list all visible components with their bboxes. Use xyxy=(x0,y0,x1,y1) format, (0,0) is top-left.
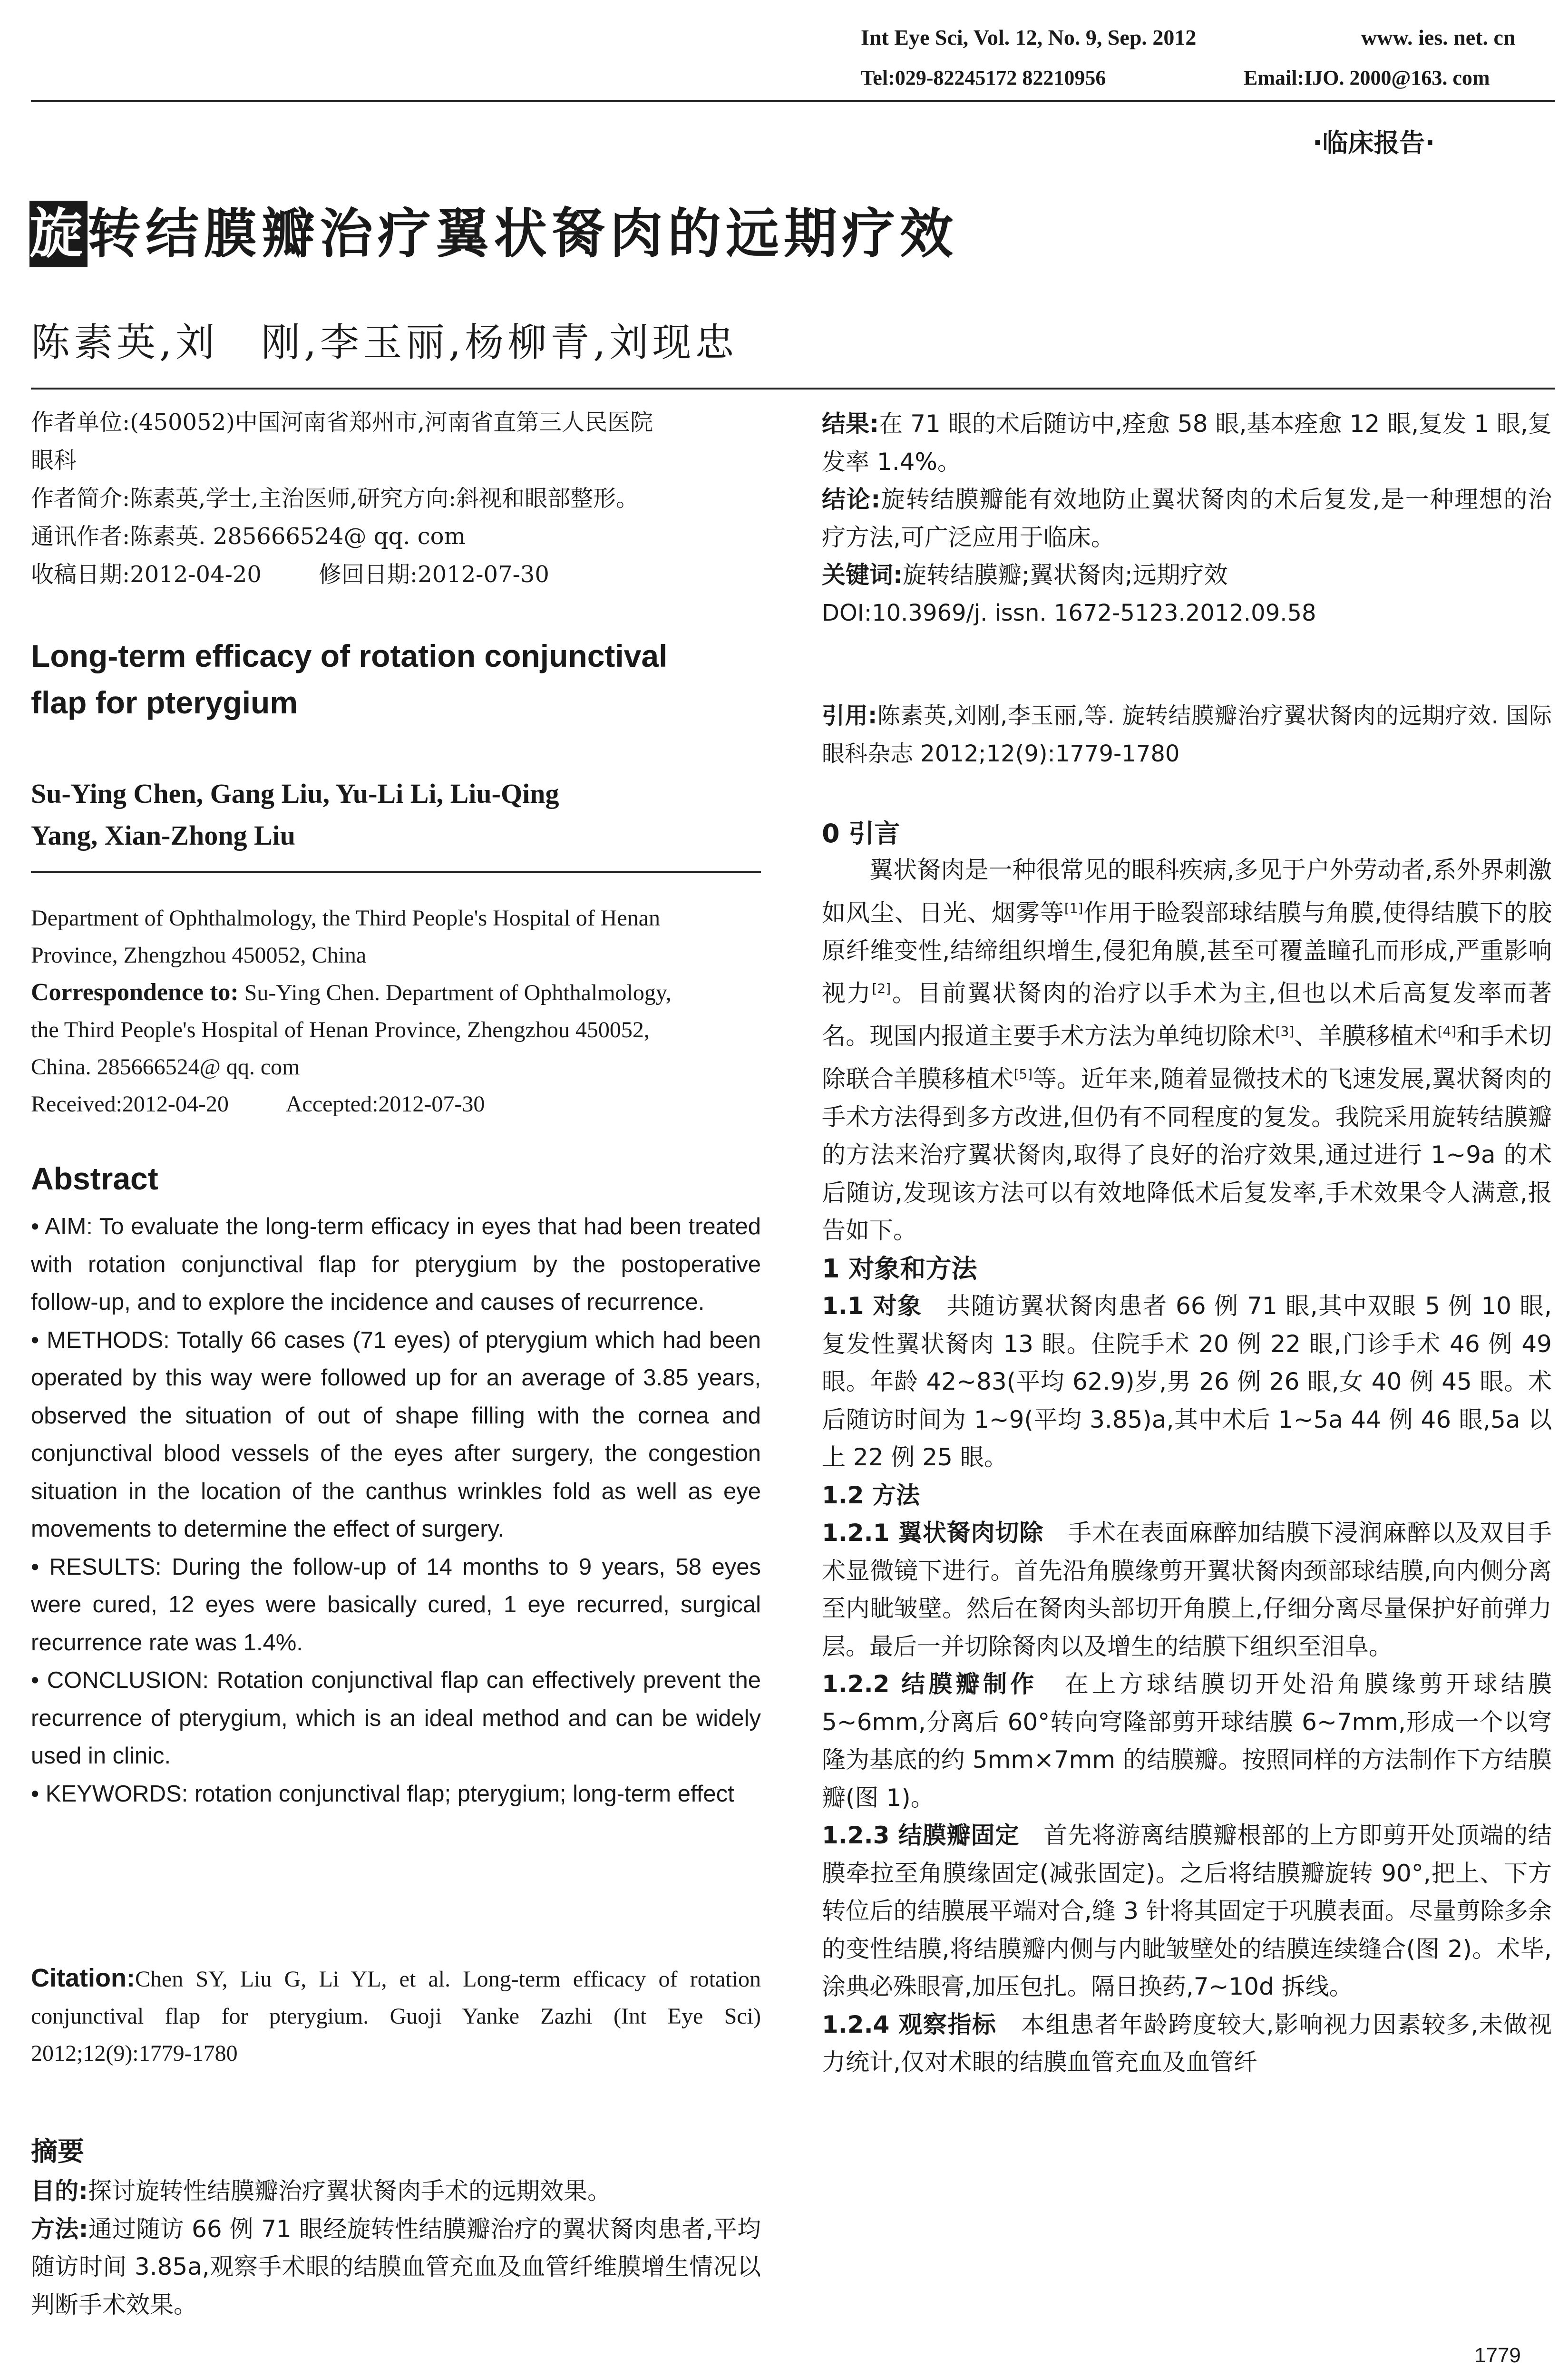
introduction xyxy=(822,851,1552,2082)
english-authors-line2: Yang, Xian-Zhong Liu xyxy=(31,820,296,851)
journal-info: Int Eye Sci, Vol. 12, No. 9, Sep. 2012 xyxy=(861,25,1197,49)
citation-label: Citation: xyxy=(31,1964,135,1992)
mudi-label: 目的: xyxy=(31,2177,88,2205)
abstract-heading: Abstract xyxy=(31,1161,158,1196)
english-title-line1: Long-term efficacy of rotation conjunctival xyxy=(31,638,668,673)
jieguo-text: 在 71 眼的术后随访中,痊愈 58 眼,基本痊愈 12 眼,复发 1 眼,复发率 1.4%。 xyxy=(822,410,1552,476)
revised-date: 修回日期:2012-07-30 xyxy=(318,561,549,588)
mudi-text: 探讨旋转性结膜瓣治疗翼状胬肉手术的远期效果。 xyxy=(88,2177,611,2205)
department-line1: Department of Ophthalmology, the Third People's Hospital of Henan xyxy=(31,906,661,931)
correspondence-text: Su-Ying Chen. Department of Ophthalmology, xyxy=(238,980,672,1005)
zhaiyao-body xyxy=(31,2172,761,2324)
title-rest: 转结膜瓣治疗翼状胬肉的远期疗效 xyxy=(88,203,958,265)
abstract-aim: • AIM: To evaluate the long-term efficacy in eyes that had been treated with rotation conjunctival flap for pterygium by the postoperative follow-up, and to explore the incidence and causes of recurrence. xyxy=(31,1214,761,1315)
s121-text: 手术在表面麻醉加结膜下浸润麻醉以及双目手术显微镜下进行。首先沿角膜缘剪开翼状胬肉颈部球结膜,向内侧分离至内眦皱壁。然后在胬肉头部切开角膜上,仔细分离尽量保护好前弹力层。最后一并切除胬肉以及增生的结膜下组织至泪阜。 xyxy=(822,1519,1552,1660)
received-en: Received:2012-04-20 xyxy=(31,1091,229,1117)
right-abstract-cn xyxy=(822,405,1552,632)
s11-label: 1.1 对象 xyxy=(822,1292,922,1320)
title-first-char: 旋 xyxy=(29,201,88,267)
s123-label: 1.2.3 结膜瓣固定 xyxy=(822,1822,1020,1850)
ref-5: [5] xyxy=(1013,1066,1033,1082)
section-1-heading: 1 对象和方法 xyxy=(822,1253,977,1284)
jieguo-label: 结果: xyxy=(822,410,879,438)
title-rule xyxy=(31,388,1555,390)
english-authors-line1: Su-Ying Chen, Gang Liu, Yu-Li Li, Liu-Qing xyxy=(31,778,559,809)
yinyong-label: 引用: xyxy=(822,702,877,729)
section-1-2-4 xyxy=(822,2006,1552,2082)
section-tag: ·临床报告· xyxy=(1313,128,1435,158)
zhaiyao-fangfa xyxy=(31,2211,761,2324)
citation-text: Chen SY, Liu G, Li YL, et al. Long-term efficacy of rotation conjunctival flap for pterygium. Guoji Yanke Zazhi (Int Eye Sci) 2012;12(9):1779-1780 xyxy=(31,1967,761,2066)
citation xyxy=(31,1959,761,2072)
fangfa-label: 方法: xyxy=(31,2215,88,2243)
english-title xyxy=(31,633,761,726)
ref-1: [1] xyxy=(1064,900,1083,916)
author-bio: 作者简介:陈素英,学士,主治医师,研究方向:斜视和眼部整形。 xyxy=(31,485,639,512)
correspondence-line1 xyxy=(31,974,761,1012)
intro-paragraph xyxy=(822,851,1552,1250)
affiliation: 作者单位:(450052)中国河南省郑州市,河南省直第三人民医院 xyxy=(31,409,653,436)
intro-text-1: 翼状胬肉是一种很常见的眼科疾病,多见于户外劳动者,系外界刺激如风尘、日光、烟雾等 xyxy=(822,856,1552,927)
received-date: 收稿日期:2012-04-20 xyxy=(31,561,262,588)
dates-cn xyxy=(31,555,761,594)
english-affiliation xyxy=(31,900,761,1123)
dates-en xyxy=(31,1086,761,1123)
journal-website: www. ies. net. cn xyxy=(1361,25,1516,49)
jielun-label: 结论: xyxy=(822,486,881,513)
zhaiyao-mudi xyxy=(31,2172,761,2211)
left-column xyxy=(31,403,761,594)
fangfa-text: 通过随访 66 例 71 眼经旋转性结膜瓣治疗的翼状胬肉患者,平均随访时间 3.85a,观察手术眼的结膜血管充血及血管纤维膜增生情况以判断手术效果。 xyxy=(31,2215,761,2319)
s123-text: 首先将游离结膜瓣根部的上方即剪开处顶端的结膜牵拉至角膜缘固定(减张固定)。之后将结膜瓣旋转 90°,把上、下方转位后的结膜展平端对合,缝 3 针将其固定于巩膜表面。尽量剪除多余的变性结膜,将结膜瓣内侧与内眦皱壁处的结膜连续缝合(图 2)。术毕,涂典必殊眼膏,加压包扎。隔日换药,7~10d 拆线。 xyxy=(822,1822,1552,2001)
intro-text-4: 、羊膜移植术 xyxy=(1294,1022,1438,1050)
section-1-2-3 xyxy=(822,1817,1552,2006)
affiliation-cont: 眼科 xyxy=(31,447,77,474)
section-1-1 xyxy=(822,1287,1552,1477)
s122-label: 1.2.2 结膜瓣制作 xyxy=(822,1670,1038,1698)
kw-label: 关键词: xyxy=(822,561,903,589)
accepted-en: Accepted:2012-07-30 xyxy=(285,1091,485,1117)
abstract-body xyxy=(31,1208,761,1813)
correspondence-line2: the Third People's Hospital of Henan Province, Zhengzhou 450052, xyxy=(31,1017,650,1042)
abstract-results: • RESULTS: During the follow-up of 14 months to 9 years, 58 eyes were cured, 12 eyes were basically cured, 1 eye recurred, surgical recurrence rate was 1.4%. xyxy=(31,1554,761,1656)
ref-3: [3] xyxy=(1275,1023,1295,1040)
corresponding-author: 通讯作者:陈素英. 285666524@ qq. com xyxy=(31,523,466,550)
section-1-2-2 xyxy=(822,1666,1552,1817)
english-title-line2: flap for pterygium xyxy=(31,685,298,720)
yinyong-text: 陈素英,刘刚,李玉丽,等. 旋转结膜瓣治疗翼状胬肉的远期疗效. 国际眼科杂志 2012;12(9):1779-1780 xyxy=(822,702,1552,767)
kw-text: 旋转结膜瓣;翼状胬肉;远期疗效 xyxy=(903,561,1228,589)
s122-text: 在上方球结膜切开处沿角膜缘剪开球结膜 5~6mm,分离后 60°转向穹隆部剪开球结膜 6~7mm,形成一个以穹隆为基底的约 5mm×7mm 的结膜瓣。按照同样的方法制作下方结膜瓣(图 1)。 xyxy=(822,1670,1552,1812)
jielun-text: 旋转结膜瓣能有效地防止翼状胬肉的术后复发,是一种理想的治疗方法,可广泛应用于临床。 xyxy=(822,486,1552,551)
s11-text: 共随访翼状胬肉患者 66 例 71 眼,其中双眼 5 例 10 眼,复发性翼状胬肉 13 眼。住院手术 20 例 22 眼,门诊手术 46 例 49 眼。年龄 42~83(平均 62.9)岁,男 26 例 26 眼,女 40 例 45 眼。术后随访时间为 1~9(平均 3.85)a,其中术后 1~5a 44 例 46 眼,5a 以上 22 例 25 眼。 xyxy=(822,1292,1552,1471)
ref-2: [2] xyxy=(872,981,891,997)
abstract-conclusion: • CONCLUSION: Rotation conjunctival flap can effectively prevent the recurrence of pterygium, which is an ideal method and can be widely used in clinic. xyxy=(31,1667,761,1769)
journal-email: Email:IJO. 2000@163. com xyxy=(1244,66,1490,89)
abstract-keywords: • KEYWORDS: rotation conjunctival flap; pterygium; long-term effect xyxy=(31,1781,734,1807)
s124-text: 本组患者年龄跨度较大,影响视力因素较多,未做视力统计,仅对术眼的结膜血管充血及血管纤 xyxy=(822,2010,1552,2076)
department-line2: Province, Zhengzhou 450052, China xyxy=(31,943,367,968)
page-number: 1779 xyxy=(1474,2344,1521,2367)
correspondence-label: Correspondence to: xyxy=(31,979,239,1006)
intro-text-2: 作用于睑裂部球结膜与角膜,使得结膜下的胶原纤维变性,结缔组织增生,侵犯角膜,甚至可覆盖瞳孔而形成,严重影响视力 xyxy=(822,899,1552,1007)
s124-label: 1.2.4 观察指标 xyxy=(822,2010,997,2038)
citation-cn xyxy=(822,697,1552,773)
abstract-jielun xyxy=(822,481,1552,556)
zhaiyao-heading: 摘要 xyxy=(31,2136,84,2167)
section-1-2-heading: 1.2 方法 xyxy=(822,1481,920,1509)
abstract-keywords-cn xyxy=(822,556,1552,594)
correspondence-line3: China. 285666524@ qq. com xyxy=(31,1054,300,1080)
intro-text-6: 等。近年来,随着显微技术的飞速发展,翼状胬肉的手术方法得到多方改进,但仍有不同程度的复发。我院采用旋转结膜瓣的方法来治疗翼状胬肉,取得了良好的治疗效果,通过进行 1~9a 的术后随访,发现该方法可以有效地降低术后复发率,手术效果令人满意,报告如下。 xyxy=(822,1065,1552,1245)
section-0-heading: 0 引言 xyxy=(822,818,900,848)
authors-cn: 陈素英,刘 刚,李玉丽,杨柳青,刘现忠 xyxy=(31,320,738,365)
authors-rule xyxy=(31,871,761,873)
abstract-methods: • METHODS: Totally 66 cases (71 eyes) of pterygium which had been operated by this way were followed up for an average of 3.85 years, observed the situation of out of shape filling with the cornea and conjunctival blood vessels of the eyes after surgery, the congestion situation in the location of the canthus wrinkles fold as well as eye movements to determine the effect of surgery. xyxy=(31,1327,761,1542)
s121-label: 1.2.1 翼状胬肉切除 xyxy=(822,1519,1044,1547)
intro-text-5: 和手术切除联合羊膜移植术 xyxy=(822,1022,1552,1093)
abstract-jieguo xyxy=(822,405,1552,481)
intro-text-3: 。目前翼状胬肉的治疗以手术为主,但也以术后高复发率而著名。现国内报道主要手术方法为单纯切除术 xyxy=(822,979,1552,1050)
doi: DOI:10.3969/j. issn. 1672-5123.2012.09.58 xyxy=(822,599,1316,626)
ref-4: [4] xyxy=(1437,1023,1457,1040)
english-authors xyxy=(31,773,761,857)
section-1-2-1 xyxy=(822,1514,1552,1666)
article-title xyxy=(29,201,958,267)
header-rule xyxy=(31,100,1555,102)
journal-tel: Tel:029-82245172 82210956 xyxy=(861,66,1106,89)
